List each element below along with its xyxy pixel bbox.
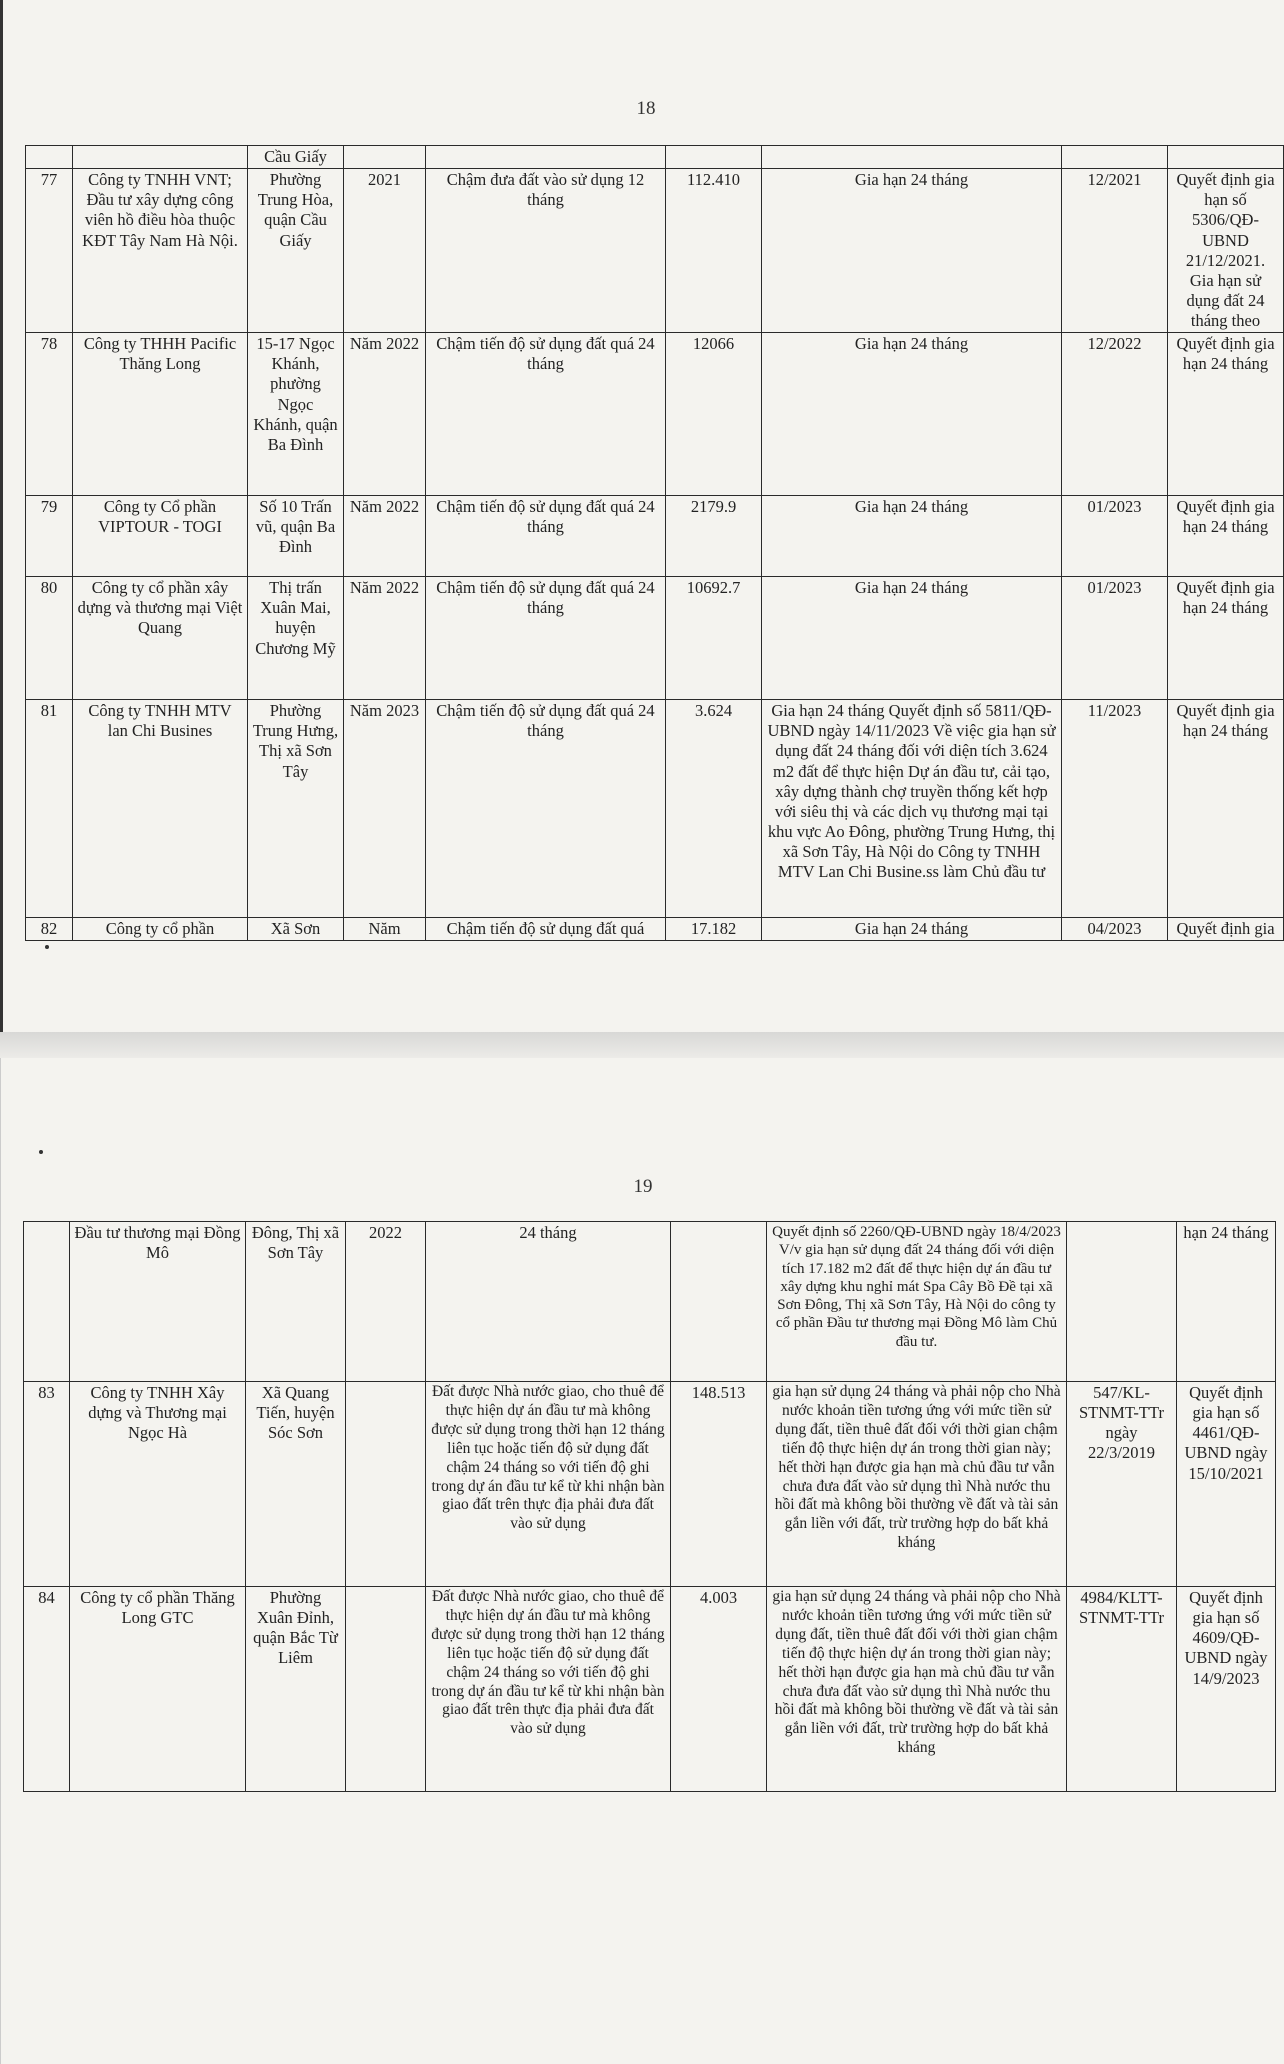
page-number: 19 <box>633 1176 653 1197</box>
table-row <box>24 1222 1276 1382</box>
area-cell: 17.182 <box>666 918 762 941</box>
handling-cell: Gia hạn 24 tháng <box>762 577 1062 700</box>
scan-speck <box>45 945 49 949</box>
period-cell: 547/KL-STNMT-TTr ngày 22/3/2019 <box>1067 1382 1177 1587</box>
location-cell: Phường Xuân Đỉnh, quận Bắc Từ Liêm <box>246 1587 346 1792</box>
stt-cell: 80 <box>26 577 73 700</box>
area-cell: 112.410 <box>666 169 762 333</box>
year-cell: 2022 <box>346 1222 426 1382</box>
table-row <box>24 1587 1276 1792</box>
company-cell: Công ty TNHH MTV lan Chi Busines <box>73 700 248 918</box>
location-cell: Cầu Giấy <box>248 146 344 169</box>
area-cell: 3.624 <box>666 700 762 918</box>
stt-cell: 82 <box>26 918 73 941</box>
location-cell: Thị trấn Xuân Mai, huyện Chương Mỹ <box>248 577 344 700</box>
period-cell: 11/2023 <box>1062 700 1168 918</box>
area-cell: 4.003 <box>671 1587 767 1792</box>
period-cell: 01/2023 <box>1062 496 1168 577</box>
handling-cell: Gia hạn 24 tháng Quyết định số 5811/QĐ-UBND ngày 14/11/2023 Về việc gia hạn sử dụng đất 24 tháng đối với diện tích 3.624 m2 đất để thực hiện Dự án đầu tư, cải tạo, xây dựng thành chợ truyền thống kết hợp với siêu thị và các dịch vụ thương mại tại khu vực Ao Đông, phường Trung Hưng, thị xã Sơn Tây, Hà Nội do Công ty TNHH MTV Lan Chi Busine.ss làm Chủ đầu tư <box>762 700 1062 918</box>
handling-cell: gia hạn sử dụng 24 tháng và phải nộp cho Nhà nước khoản tiền tương ứng với mức tiền sử dụng đất, tiền thuê đất đối với thời gian chậm tiến độ thực hiện dự án trong thời gian này; hết thời hạn được gia hạn mà chủ đầu tư vẫn chưa đưa đất vào sử dụng thì Nhà nước thu hồi đất mà không bồi thường về đất và tài sản gắn liền với đất, trừ trường hợp do bất khả kháng <box>767 1587 1067 1792</box>
handling-cell: Gia hạn 24 tháng <box>762 918 1062 941</box>
scan-speck <box>39 1150 43 1154</box>
handling-cell: Gia hạn 24 tháng <box>762 169 1062 333</box>
year-cell: Năm 2022 <box>344 333 426 496</box>
table-row <box>24 1382 1276 1587</box>
company-cell: Công ty cổ phần xây dựng và thương mại Việt Quang <box>73 577 248 700</box>
stt-cell: 83 <box>24 1382 70 1587</box>
page-separator <box>0 1032 1284 1058</box>
company-cell: Công ty cổ phần <box>73 918 248 941</box>
table-row <box>26 577 1284 700</box>
company-cell: Công ty THHH Pacific Thăng Long <box>73 333 248 496</box>
year-cell: Năm 2022 <box>344 577 426 700</box>
result-cell: Quyết định gia hạn 24 tháng <box>1168 577 1284 700</box>
result-cell: Quyết định gia hạn số 4461/QĐ-UBND ngày 15/10/2021 <box>1177 1382 1276 1587</box>
company-cell: Công ty TNHH VNT; Đầu tư xây dựng công viên hồ điều hòa thuộc KĐT Tây Nam Hà Nội. <box>73 169 248 333</box>
period-cell: 12/2022 <box>1062 333 1168 496</box>
stt-cell: 84 <box>24 1587 70 1792</box>
page-number: 18 <box>636 98 656 119</box>
violation-cell: Chậm tiến độ sử dụng đất quá 24 tháng <box>426 496 666 577</box>
location-cell: 15-17 Ngọc Khánh, phường Ngọc Khánh, quận Ba Đình <box>248 333 344 496</box>
violation-cell: Chậm tiến độ sử dụng đất quá 24 tháng <box>426 333 666 496</box>
area-cell: 148.513 <box>671 1382 767 1587</box>
land-violation-table-page-19 <box>23 1221 1276 1792</box>
stt-cell: 81 <box>26 700 73 918</box>
stt-cell: 77 <box>26 169 73 333</box>
stt-cell: 79 <box>26 496 73 577</box>
company-cell: Công ty TNHH Xây dựng và Thương mại Ngọc Hà <box>70 1382 246 1587</box>
location-cell: Đông, Thị xã Sơn Tây <box>246 1222 346 1382</box>
violation-cell: Đất được Nhà nước giao, cho thuê để thực hiện dự án đầu tư mà không được sử dụng trong thời hạn 12 tháng liên tục hoặc tiến độ sử dụng đất chậm 24 tháng so với tiến độ ghi trong dự án đầu tư kể từ khi nhận bàn giao đất trên thực địa phải đưa đất vào sử dụng <box>426 1382 671 1587</box>
area-cell: 12066 <box>666 333 762 496</box>
page-19 <box>0 1058 1284 2064</box>
result-cell: Quyết định gia hạn 24 tháng <box>1168 700 1284 918</box>
period-cell: 12/2021 <box>1062 169 1168 333</box>
location-cell: Xã Sơn <box>248 918 344 941</box>
result-cell: Quyết định gia hạn số 5306/QĐ-UBND 21/12/2021. Gia hạn sử dụng đất 24 tháng theo <box>1168 169 1284 333</box>
handling-cell: gia hạn sử dụng 24 tháng và phải nộp cho Nhà nước khoản tiền tương ứng với mức tiền sử dụng đất, tiền thuê đất đối với thời gian chậm tiến độ thực hiện dự án trong thời gian này; hết thời hạn được gia hạn mà chủ đầu tư vẫn chưa đưa đất vào sử dụng thì Nhà nước thu hồi đất mà không bồi thường về đất và tài sản gắn liền với đất, trừ trường hợp do bất khả kháng <box>767 1382 1067 1587</box>
area-cell: 10692.7 <box>666 577 762 700</box>
area-cell: 2179.9 <box>666 496 762 577</box>
table-row <box>26 333 1284 496</box>
location-cell: Số 10 Trấn vũ, quận Ba Đình <box>248 496 344 577</box>
year-cell: 2021 <box>344 169 426 333</box>
stt-cell: 78 <box>26 333 73 496</box>
violation-cell: Chậm đưa đất vào sử dụng 12 tháng <box>426 169 666 333</box>
table-row <box>26 918 1284 941</box>
violation-cell: Chậm tiến độ sử dụng đất quá 24 tháng <box>426 700 666 918</box>
location-cell: Phường Trung Hưng, Thị xã Sơn Tây <box>248 700 344 918</box>
result-cell: Quyết định gia <box>1168 918 1284 941</box>
table-row <box>26 169 1284 333</box>
result-cell: Quyết định gia hạn 24 tháng <box>1168 333 1284 496</box>
handling-cell: Gia hạn 24 tháng <box>762 333 1062 496</box>
year-cell <box>346 1587 426 1792</box>
location-cell: Phường Trung Hòa, quận Cầu Giấy <box>248 169 344 333</box>
violation-cell: Chậm tiến độ sử dụng đất quá <box>426 918 666 941</box>
area-cell <box>671 1222 767 1382</box>
violation-cell: Chậm tiến độ sử dụng đất quá 24 tháng <box>426 577 666 700</box>
land-violation-table-page-18 <box>25 145 1284 941</box>
result-cell: hạn 24 tháng <box>1177 1222 1276 1382</box>
period-cell <box>1067 1222 1177 1382</box>
company-cell: Đầu tư thương mại Đồng Mô <box>70 1222 246 1382</box>
table-row <box>26 496 1284 577</box>
period-cell: 4984/KLTT-STNMT-TTr <box>1067 1587 1177 1792</box>
company-cell: Công ty Cổ phần VIPTOUR - TOGI <box>73 496 248 577</box>
year-cell: Năm <box>344 918 426 941</box>
violation-cell: 24 tháng <box>426 1222 671 1382</box>
handling-cell: Gia hạn 24 tháng <box>762 496 1062 577</box>
year-cell: Năm 2022 <box>344 496 426 577</box>
table-row <box>26 146 1284 169</box>
result-cell: Quyết định gia hạn 24 tháng <box>1168 496 1284 577</box>
company-cell: Công ty cổ phần Thăng Long GTC <box>70 1587 246 1792</box>
period-cell: 04/2023 <box>1062 918 1168 941</box>
stt-cell <box>24 1222 70 1382</box>
violation-cell: Đất được Nhà nước giao, cho thuê để thực hiện dự án đầu tư mà không được sử dụng trong thời hạn 12 tháng liên tục hoặc tiến độ sử dụng đất chậm 24 tháng so với tiến độ ghi trong dự án đầu tư kể từ khi nhận bàn giao đất trên thực địa phải đưa đất vào sử dụng <box>426 1587 671 1792</box>
period-cell: 01/2023 <box>1062 577 1168 700</box>
year-cell: Năm 2023 <box>344 700 426 918</box>
result-cell: Quyết định gia hạn số 4609/QĐ-UBND ngày 14/9/2023 <box>1177 1587 1276 1792</box>
location-cell: Xã Quang Tiến, huyện Sóc Sơn <box>246 1382 346 1587</box>
handling-cell: Quyết định số 2260/QĐ-UBND ngày 18/4/2023 V/v gia hạn sử dụng đất 24 tháng đối với diện tích 17.182 m2 đất để thực hiện dự án đầu tư xây dựng khu nghỉ mát Spa Cây Bồ Đề tại xã Sơn Đông, Thị xã Sơn Tây, Hà Nội do công ty cổ phần Đầu tư thương mại Đồng Mô làm Chủ đầu tư. <box>767 1222 1067 1382</box>
year-cell <box>346 1382 426 1587</box>
table-row <box>26 700 1284 918</box>
